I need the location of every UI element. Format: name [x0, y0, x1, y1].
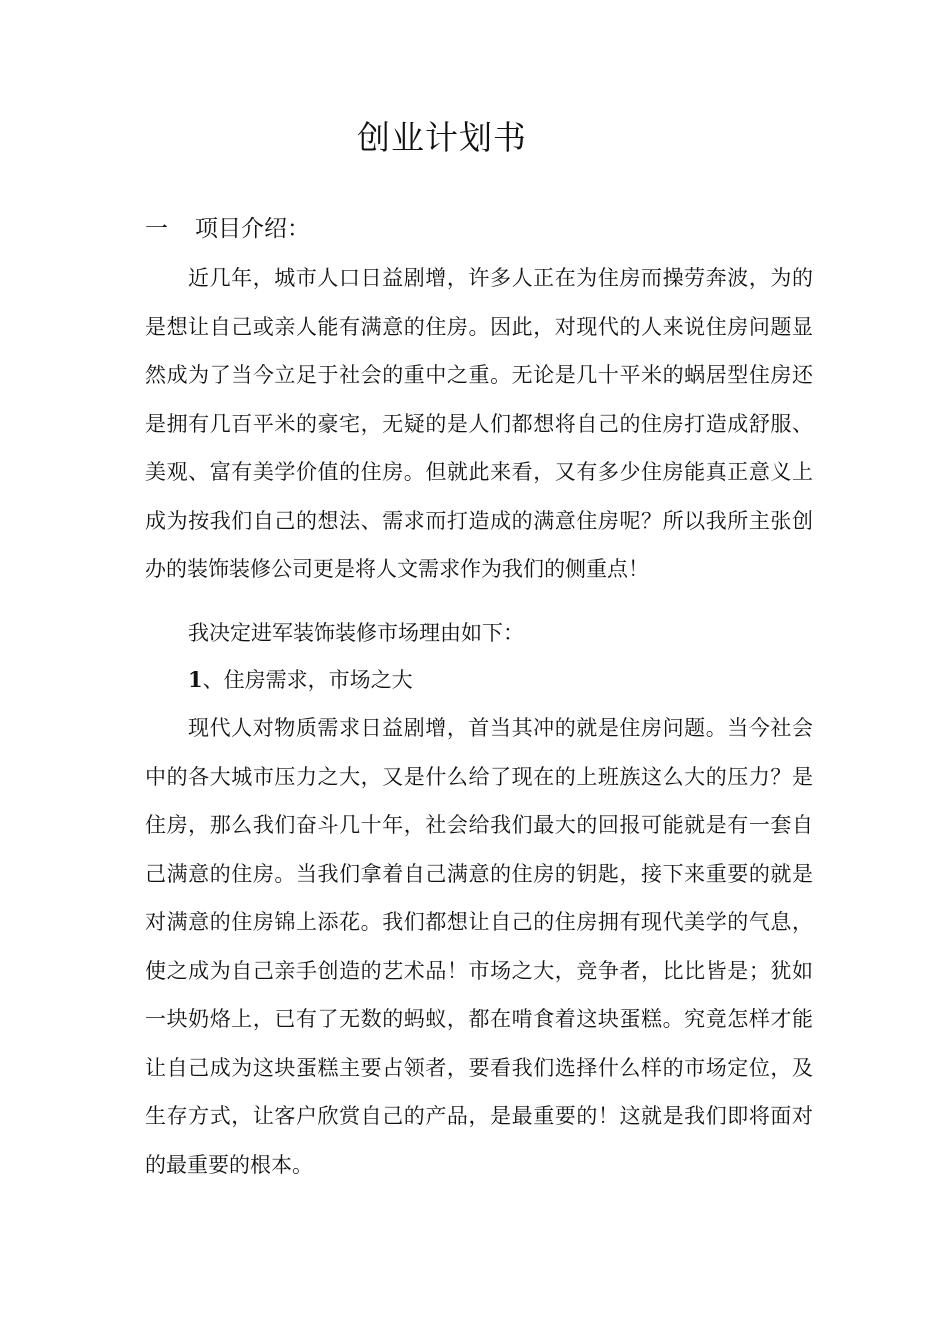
intro-paragraph: 近几年，城市人口日益剧增，许多人正在为住房而操劳奔波，为的是想让自己或亲人能有满意的住房。因此，对现代的人来说住房问题显然成为了当今立足于社会的重中之重。无论是几十平米的蜗居型住房还是拥有几百平米的豪宅，无疑的是人们都想将自己的住房打造成舒服、美观、富有美学价值的住房。但就此来看，又有多少住房能真正意义上成为按我们自己的想法、需求而打造成的满意住房呢？所以我所主张创办的装饰装修公司更是将人文需求作为我们的侧重点！	[145, 266, 813, 581]
reason-heading	[188, 664, 413, 694]
reason-number: 1	[188, 667, 203, 692]
section-title: 项目介绍：	[195, 216, 310, 242]
section-number: 一	[145, 216, 168, 242]
section-heading	[145, 210, 310, 243]
reasons-intro: 我决定进军装饰装修市场理由如下：	[188, 621, 524, 645]
reason-paragraph: 现代人对物质需求日益剧增，首当其冲的就是住房问题。当今社会中的各大城市压力之大，又是什么给了现在的上班族这么大的压力？是住房，那么我们奋斗几十年，社会给我们最大的回报可能就是有一套自己满意的住房。当我们拿着自己满意的住房的钥匙，接下来重要的就是对满意的住房锦上添花。我们都想让自己的住房拥有现代美学的气息，使之成为自己亲手创造的艺术品！市场之大，竞争者，比比皆是；犹如一块奶烙上，已有了无数的蚂蚁，都在啃食着这块蛋糕。究竟怎样才能让自己成为这块蛋糕主要占领者，要看我们选择什么样的市场定位，及生存方式，让客户欣赏自己的产品，是最重要的！这就是我们即将面对的最重要的根本。	[145, 716, 813, 1177]
document-title: 创业计划书	[357, 118, 527, 157]
reason-label: 、住房需求，市场之大	[202, 668, 413, 692]
